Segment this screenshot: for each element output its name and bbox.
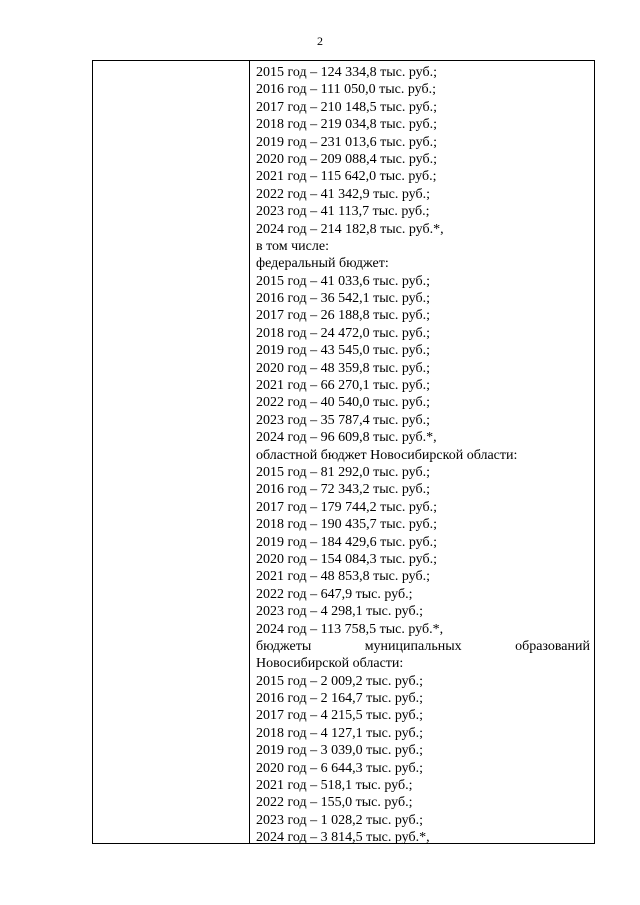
municipal-heading-word: бюджеты [256, 638, 312, 654]
federal-2020: 2020 год – 48 359,8 тыс. руб.; [256, 360, 430, 376]
regional-2021: 2021 год – 48 853,8 тыс. руб.; [256, 569, 430, 585]
regional-2022: 2022 год – 647,9 тыс. руб.; [256, 586, 413, 602]
total-2022: 2022 год – 41 342,9 тыс. руб.; [256, 186, 430, 202]
funding-table [92, 60, 595, 844]
municipal-2019: 2019 год – 3 039,0 тыс. руб.; [256, 743, 423, 759]
federal-2016: 2016 год – 36 542,1 тыс. руб.; [256, 291, 430, 307]
municipal-2017: 2017 год – 4 215,5 тыс. руб.; [256, 708, 423, 724]
total-2016: 2016 год – 111 050,0 тыс. руб.; [256, 82, 436, 98]
column-divider [249, 61, 250, 843]
federal-budget-heading: федеральный бюджет: [256, 256, 389, 272]
total-2018: 2018 год – 219 034,8 тыс. руб.; [256, 117, 437, 133]
municipal-2024: 2024 год – 3 814,5 тыс. руб.*, [256, 830, 430, 846]
regional-2015: 2015 год – 81 292,0 тыс. руб.; [256, 464, 430, 480]
regional-2024: 2024 год – 113 758,5 тыс. руб.*, [256, 621, 444, 637]
municipal-2021: 2021 год – 518,1 тыс. руб.; [256, 778, 413, 794]
funding-cell [256, 64, 590, 847]
regional-2016: 2016 год – 72 343,2 тыс. руб.; [256, 482, 430, 498]
total-2019: 2019 год – 231 013,6 тыс. руб.; [256, 134, 437, 150]
total-2024: 2024 год – 214 182,8 тыс. руб.*, [256, 221, 444, 237]
federal-2018: 2018 год – 24 472,0 тыс. руб.; [256, 325, 430, 341]
regional-2023: 2023 год – 4 298,1 тыс. руб.; [256, 604, 423, 620]
federal-2024: 2024 год – 96 609,8 тыс. руб.*, [256, 430, 437, 446]
regional-2020: 2020 год – 154 084,3 тыс. руб.; [256, 551, 437, 567]
municipal-heading-word: муниципальных [364, 638, 462, 654]
regional-2019: 2019 год – 184 429,6 тыс. руб.; [256, 534, 437, 550]
municipal-2018: 2018 год – 4 127,1 тыс. руб.; [256, 725, 423, 741]
total-2017: 2017 год – 210 148,5 тыс. руб.; [256, 99, 437, 115]
page-number: 2 [317, 34, 323, 48]
federal-2017: 2017 год – 26 188,8 тыс. руб.; [256, 308, 430, 324]
total-2020: 2020 год – 209 088,4 тыс. руб.; [256, 151, 437, 167]
regional-2017: 2017 год – 179 744,2 тыс. руб.; [256, 499, 437, 515]
municipal-heading-word: образований [515, 638, 590, 654]
municipal-2022: 2022 год – 155,0 тыс. руб.; [256, 795, 413, 811]
federal-2015: 2015 год – 41 033,6 тыс. руб.; [256, 273, 430, 289]
federal-2022: 2022 год – 40 540,0 тыс. руб.; [256, 395, 430, 411]
municipal-2016: 2016 год – 2 164,7 тыс. руб.; [256, 691, 423, 707]
total-2015: 2015 год – 124 334,8 тыс. руб.; [256, 65, 437, 80]
municipal-budget-heading-cont: Новосибирской области: [256, 656, 404, 672]
municipal-2023: 2023 год – 1 028,2 тыс. руб.; [256, 812, 423, 828]
total-2023: 2023 год – 41 113,7 тыс. руб.; [256, 204, 430, 220]
federal-2023: 2023 год – 35 787,4 тыс. руб.; [256, 412, 430, 428]
municipal-budget-heading [256, 638, 590, 655]
regional-budget-heading: областной бюджет Новосибирской области: [256, 447, 518, 463]
federal-2021: 2021 год – 66 270,1 тыс. руб.; [256, 378, 430, 394]
federal-2019: 2019 год – 43 545,0 тыс. руб.; [256, 343, 430, 359]
regional-2018: 2018 год – 190 435,7 тыс. руб.; [256, 517, 437, 533]
including-label: в том числе: [256, 238, 329, 254]
municipal-2020: 2020 год – 6 644,3 тыс. руб.; [256, 760, 423, 776]
municipal-2015: 2015 год – 2 009,2 тыс. руб.; [256, 673, 423, 689]
total-2021: 2021 год – 115 642,0 тыс. руб.; [256, 169, 437, 185]
